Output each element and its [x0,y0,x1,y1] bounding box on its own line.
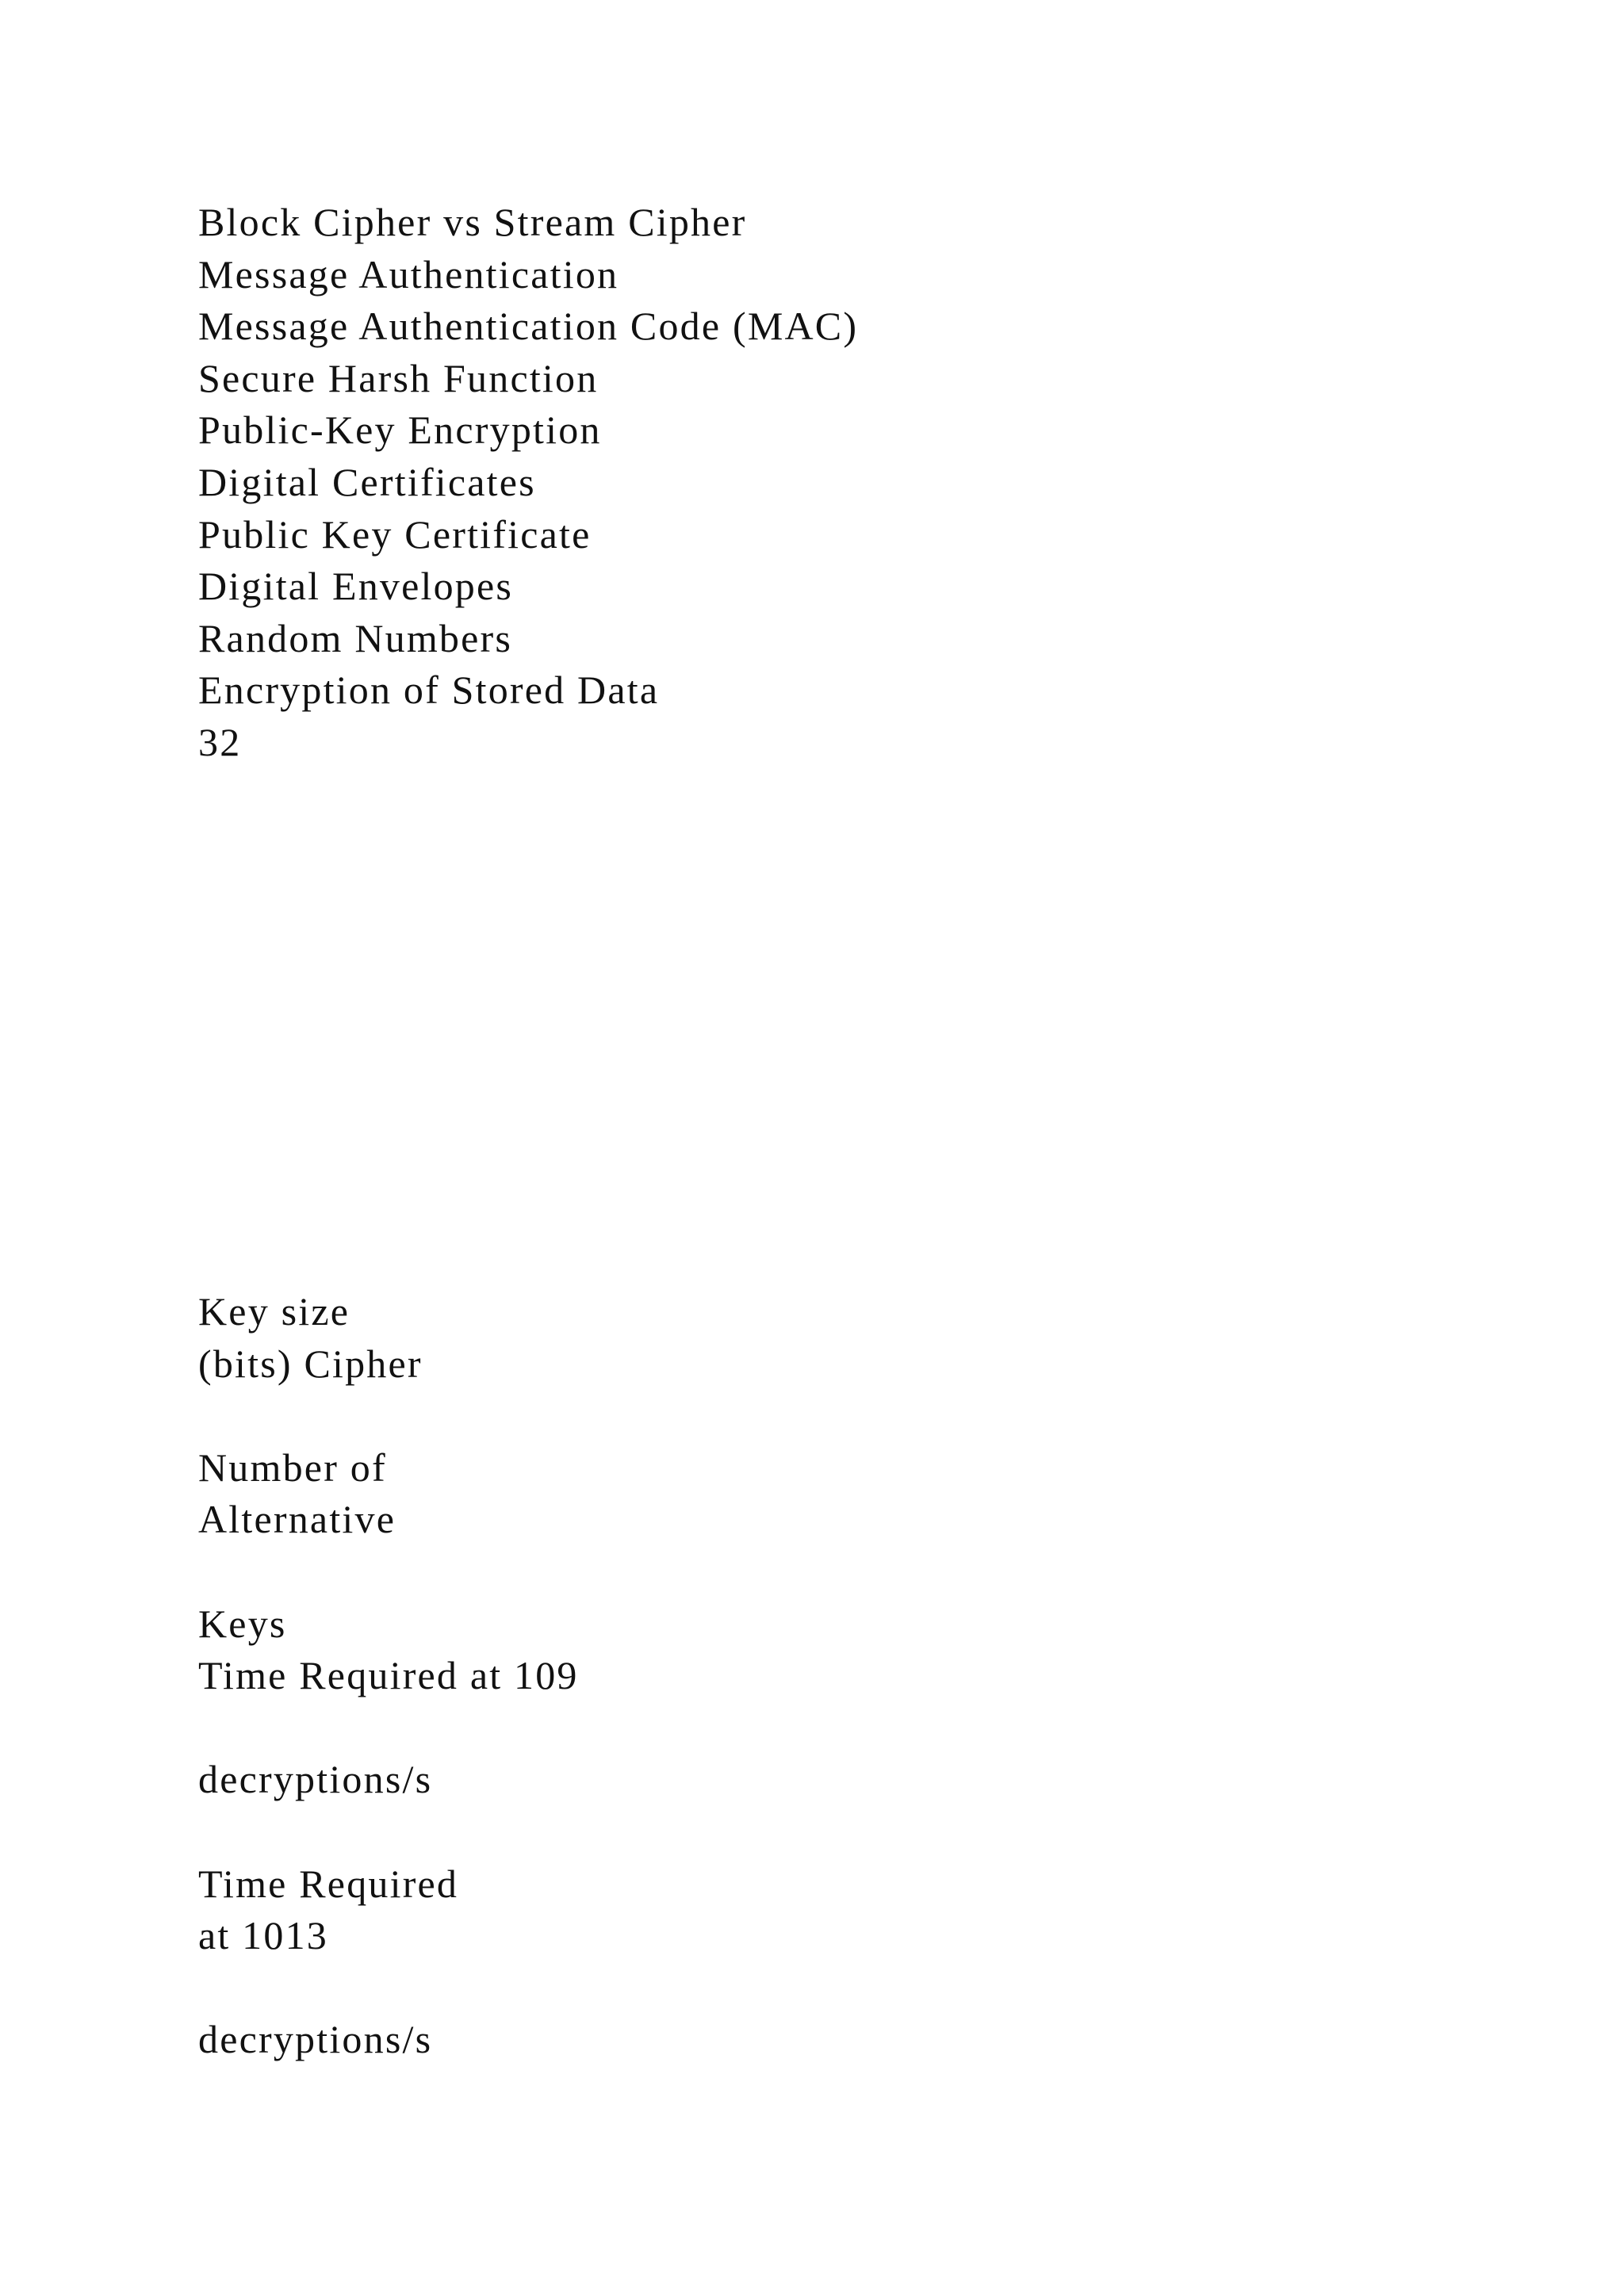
topic-list [198,197,858,769]
alternatives-header-line: Number of [198,1445,387,1490]
keys-header-line: Keys [198,1601,287,1646]
topic-item: Block Cipher vs Stream Cipher [198,200,747,244]
key-size-header-line: Key size [198,1289,350,1334]
key-size-table-header [198,1286,579,2066]
topic-item: Public-Key Encryption [198,408,602,453]
topic-item: Secure Harsh Function [198,355,599,400]
time-1013-header-line: Time Required [198,1861,459,1906]
topic-item: Digital Envelopes [198,564,514,609]
key-size-header-line: (bits) Cipher [198,1341,423,1386]
blank-line [198,1962,579,2015]
page-number: 32 [198,719,242,764]
topic-item: Encryption of Stored Data [198,668,660,713]
topic-item: Message Authentication Code (MAC) [198,304,859,349]
topic-item: Digital Certificates [198,459,536,504]
topic-item: Message Authentication [198,251,619,297]
blank-line [198,1702,579,1755]
blank-line [198,1806,579,1858]
blank-line [198,1546,579,1598]
time-1013-header-line: decryptions/s [198,2017,433,2062]
topic-item: Public Key Certificate [198,511,592,557]
topic-item: Random Numbers [198,615,513,660]
alternatives-header-line: Alternative [198,1497,396,1542]
time-109-header-line: decryptions/s [198,1757,433,1802]
time-1013-header-line: at 1013 [198,1913,328,1958]
time-109-header-line: Time Required at 109 [198,1653,579,1698]
blank-line [198,1390,579,1442]
